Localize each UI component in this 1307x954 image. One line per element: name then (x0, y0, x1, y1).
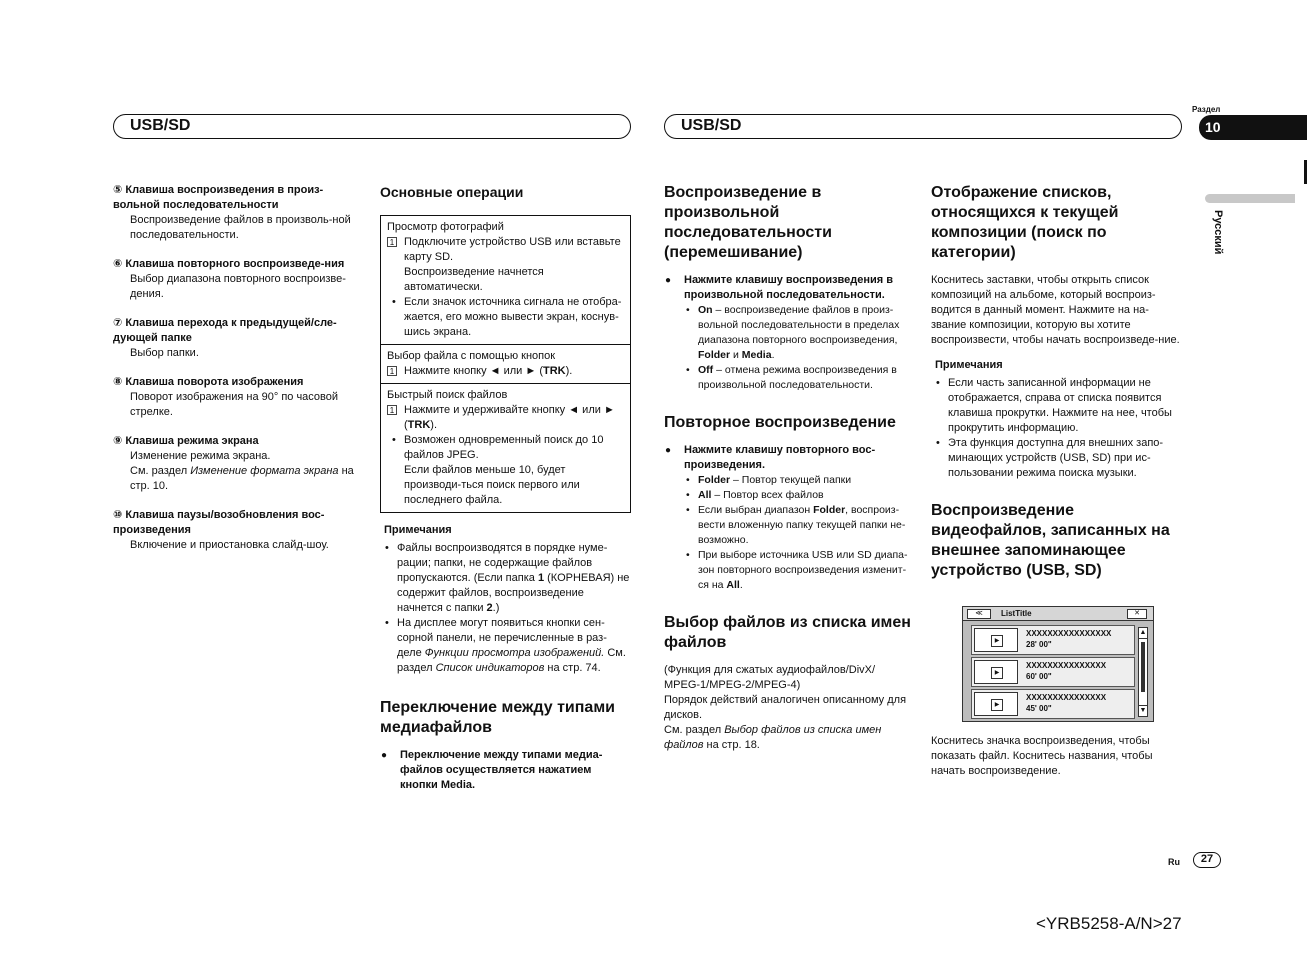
box-section-title: Просмотр фотографий (387, 221, 504, 233)
list-item-name: XXXXXXXXXXXXXXXX (1026, 629, 1112, 638)
list-item-time: 60' 00" (1026, 672, 1052, 681)
column-2 (380, 183, 631, 793)
key-item-title (113, 257, 363, 272)
note-item (380, 616, 631, 676)
play-icon: ▶ (991, 635, 1003, 647)
notes-title: Примечания (384, 524, 452, 536)
key-item-desc: Включение и приостановка слайд-шоу. (130, 539, 329, 551)
play-icon: ▶ (991, 699, 1003, 711)
key-item-number: ⑤ (113, 184, 123, 196)
section-number-tab (1199, 115, 1307, 140)
file-list-ref (664, 723, 914, 753)
heading-file-list: Выбор файлов из списка имен файлов (664, 614, 911, 651)
key-item-desc: Выбор папки. (130, 347, 199, 359)
step-continuation: Воспроизведение начнется автоматически. (404, 266, 544, 293)
video-playback-paragraph: Коснитесь значка воспроизведения, чтобы показать файл. Коснитесь названия, чтобы начать воспроизведение. (931, 735, 1153, 777)
option-text: – воспроизведение файлов в произ-вольной последовательности в пределах диапазона повторного воспроизведения, (698, 304, 900, 346)
bullet-continuation: Если файлов меньше 10, будет производи-ться поиск первого или последнего файла. (404, 464, 580, 506)
key-item-title (113, 434, 363, 449)
scroll-up-icon: ▲ (1139, 628, 1147, 639)
key-item-title-text: Клавиша перехода к предыдущей/сле-дующей папке (113, 317, 337, 344)
page-number-badge (1193, 852, 1221, 868)
repeat-note (664, 548, 914, 593)
header-title-left-text: USB/SD (130, 117, 191, 134)
note-item: • Если часть записанной информации не отображается, справа от списка появится клавиша прокрутки. Нажмите на нее, чтобы прокрутить информацию. (931, 376, 1181, 436)
repeat-option (664, 473, 914, 488)
ref-suffix: на стр. 18. (703, 739, 760, 751)
option-bold: Folder (813, 504, 846, 516)
note-text: (КОРНЕВАЯ) не содержит файлов, воспроизведение начнется с папки (397, 572, 630, 614)
scroll-thumb (1141, 642, 1145, 692)
column-4 (931, 183, 1181, 591)
list-item (971, 625, 1135, 655)
instruction-shuffle: ● Нажмите клавишу воспроизведения в произвольной последовательности. (664, 273, 914, 303)
note-item (380, 541, 631, 616)
instruction-suffix: . (472, 779, 476, 791)
notes-title: Примечания (935, 359, 1003, 371)
list-item-time: 45' 00" (1026, 704, 1052, 713)
column-1 (113, 183, 363, 567)
box-step (387, 364, 624, 379)
key-item-title-text: Клавиша режима экрана (125, 435, 259, 447)
step-number: 1 (387, 366, 397, 376)
key-item-title-text: Клавиша поворота изображения (125, 376, 304, 388)
key-item-desc: Выбор диапазона повторного воспроизве-дения. (130, 273, 346, 300)
scroll-down-icon: ▼ (1139, 707, 1147, 714)
option-name: All (698, 489, 712, 501)
option-text: – Повтор текущей папки (730, 474, 852, 486)
key-item-title-text: Клавиша паузы/возобновления вос-произведения (113, 509, 325, 536)
heading-category-search: Отображение списков, относящихся к текущей композиции (поиск по категории) (931, 184, 1119, 261)
heading-basic-operations: Основные операции (380, 184, 524, 200)
list-screen-illustration (962, 606, 1154, 722)
section-number: 10 (1205, 119, 1221, 135)
key-item-number: ⑩ (113, 509, 123, 521)
box-section-photos (381, 216, 630, 345)
option-text: , воспроиз-вести вложенную папку текущей папки не-возможно. (698, 504, 906, 546)
heading-shuffle: Воспроизведение в произвольной последовательности (перемешивание) (664, 184, 832, 261)
notes-list (931, 376, 1181, 481)
repeat-option (664, 488, 914, 503)
section-label: Раздел (1192, 105, 1221, 114)
document-code: <YRB5258-A/N>27 (1036, 914, 1182, 933)
step-suffix: ). (565, 365, 573, 377)
box-bullet: • Если значок источника сигнала не отобра-жается, его можно вывести экран, коснув-шись экрана. (387, 295, 624, 340)
shuffle-option-off (664, 363, 914, 393)
key-item-ref (113, 464, 363, 494)
list-title-bar (963, 607, 1153, 621)
note-text: См. раздел (397, 647, 626, 674)
instruction-key: Media (440, 779, 473, 791)
footer-language-code: Ru (1168, 857, 1180, 867)
heading-video-playback: Воспроизведение видеофайлов, записанных на внешнее запоминающее устройство (USB, SD) (931, 502, 1170, 579)
scrollbar (1138, 627, 1148, 717)
shuffle-options (664, 303, 914, 393)
box-step (387, 235, 624, 265)
file-list-paragraph: (Функция для сжатых аудиофайлов/DivX/ MPEG-1/MPEG-2/MPEG-4) (664, 664, 876, 691)
box-step (387, 403, 624, 433)
thumbnail (974, 628, 1018, 652)
key-item-desc: Поворот изображения на 90° по часовой стрелке. (130, 391, 339, 418)
option-name: On (698, 304, 713, 316)
option-bold: All (726, 579, 740, 591)
key-item-9 (113, 434, 363, 494)
option-text: – Повтор всех файлов (711, 489, 824, 501)
step-key: TRK (542, 365, 566, 377)
key-item-8 (113, 375, 363, 420)
file-list-paragraph: Порядок действий аналогичен описанному для дисков. (664, 694, 907, 721)
list-title: ListTitle (1001, 609, 1032, 618)
list-item-name: XXXXXXXXXXXXXXX (1026, 693, 1107, 702)
key-item-7 (113, 316, 363, 361)
note-text: на стр. 74. (544, 662, 601, 674)
close-icon: ✕ (1127, 609, 1147, 619)
box-section-title: Выбор файла с помощью кнопок (387, 350, 556, 362)
step-key: TRK (407, 419, 431, 431)
option-text: . (739, 579, 743, 591)
thumbnail (974, 692, 1018, 716)
page-number: 27 (1200, 853, 1214, 865)
repeat-note (664, 503, 914, 548)
key-item-number: ⑨ (113, 435, 123, 447)
instruction-repeat: ● Нажмите клавишу повторного вос-произведения. (664, 443, 914, 473)
option-name: Off (698, 364, 714, 376)
key-item-title (113, 316, 363, 346)
shuffle-option-on (664, 303, 914, 363)
note-text: .) (492, 602, 500, 614)
note-link: Функции просмотра изображений. (424, 647, 605, 659)
category-search-paragraph: Коснитесь заставки, чтобы открыть список композиций на альбоме, который воспроиз-водится в данный момент. Нажмите на на-звание композиции, которую вы хотите воспроизвести, чтобы начать воспроизведе-ние. (931, 274, 1180, 346)
ref-prefix: См. раздел (130, 465, 191, 477)
note-bold: 2 (486, 602, 493, 614)
option-text: – отмена режима воспроизведения в произвольной последовательности. (698, 364, 897, 391)
option-bold: Media (741, 349, 772, 361)
ref-prefix: См. раздел (664, 724, 725, 736)
key-item-title (113, 508, 363, 538)
note-text: На дисплее могут появиться кнопки сен-сорной панели, не перечисленные в раз-деле (397, 617, 607, 659)
option-bold: Folder (698, 349, 731, 361)
key-item-desc: Изменение режима экрана. (130, 450, 271, 462)
operations-box (380, 215, 631, 513)
key-item-6 (113, 257, 363, 302)
header-title-right-text: USB/SD (681, 117, 742, 134)
step-number: 1 (387, 405, 397, 415)
list-item-time: 28' 00" (1026, 640, 1052, 649)
language-label: Русский (1212, 210, 1224, 255)
step-text: Нажмите и удерживайте кнопку ◄ или ► ( (404, 404, 615, 431)
instruction-text: Переключение между типами медиа-файлов осуществляется нажатием кнопки (400, 749, 603, 791)
bullet-text: Возможен одновременный поиск до 10 файлов JPEG. (404, 434, 604, 461)
ref-suffix: на стр. 10. (130, 465, 354, 492)
key-item-title-text: Клавиша воспроизведения в произ-вольной последовательности (113, 184, 324, 211)
header-title-right (664, 114, 1182, 139)
key-item-title-text: Клавиша повторного воспроизведе-ния (125, 258, 345, 270)
language-tab-bar (1205, 194, 1295, 203)
repeat-options (664, 473, 914, 593)
key-item-title (113, 375, 363, 390)
play-icon: ▶ (991, 667, 1003, 679)
back-icon: ≪ (967, 609, 991, 619)
note-bold: 1 (537, 572, 545, 584)
key-item-number: ⑧ (113, 376, 123, 388)
list-item (971, 657, 1135, 687)
list-item (971, 689, 1135, 719)
box-section-title: Быстрый поиск файлов (387, 389, 508, 401)
option-text: . (771, 349, 775, 361)
instruction-media-switch (380, 748, 631, 793)
ref-link: Выбор файлов из списка имен файлов (664, 724, 882, 751)
header-title-left (113, 114, 631, 139)
option-text: При выборе источника USB или SD диапа-зон повторного воспроизведения изменит-ся на (698, 549, 908, 591)
option-name: Folder (698, 474, 731, 486)
notes-list (380, 541, 631, 676)
key-item-desc: Воспроизведение файлов в произволь-ной последовательности. (130, 214, 351, 241)
column-3 (664, 183, 914, 753)
option-text: и (730, 349, 742, 361)
note-item: • Эта функция доступна для внешних запо-минающих устройств (USB, SD) при ис-пользовании режима поиска музыки. (931, 436, 1181, 481)
key-item-title (113, 183, 363, 213)
step-suffix: ). (430, 419, 438, 431)
heading-media-switch: Переключение между типами медиафайлов (380, 699, 615, 736)
box-bullet (387, 433, 624, 508)
heading-repeat: Повторное воспроизведение (664, 414, 896, 431)
step-number: 1 (387, 237, 397, 247)
option-text: Если выбран диапазон (698, 504, 814, 516)
box-section-select (381, 345, 630, 384)
box-section-search (381, 384, 630, 512)
ref-link: Изменение формата экрана (190, 465, 339, 477)
key-item-10 (113, 508, 363, 553)
list-item-name: XXXXXXXXXXXXXXX (1026, 661, 1107, 670)
key-item-5 (113, 183, 363, 243)
note-text: Файлы воспроизводятся в порядке нуме-рации; папки, не содержащие файлов пропускаются. (Если папка (397, 542, 608, 584)
step-text: Подключите устройство USB или вставьте карту SD. (404, 236, 621, 263)
note-link: Список индикаторов (435, 662, 545, 674)
key-item-number: ⑥ (113, 258, 123, 270)
step-text: Нажмите кнопку ◄ или ► ( (404, 365, 543, 377)
key-item-number: ⑦ (113, 317, 123, 329)
thumbnail (974, 660, 1018, 684)
